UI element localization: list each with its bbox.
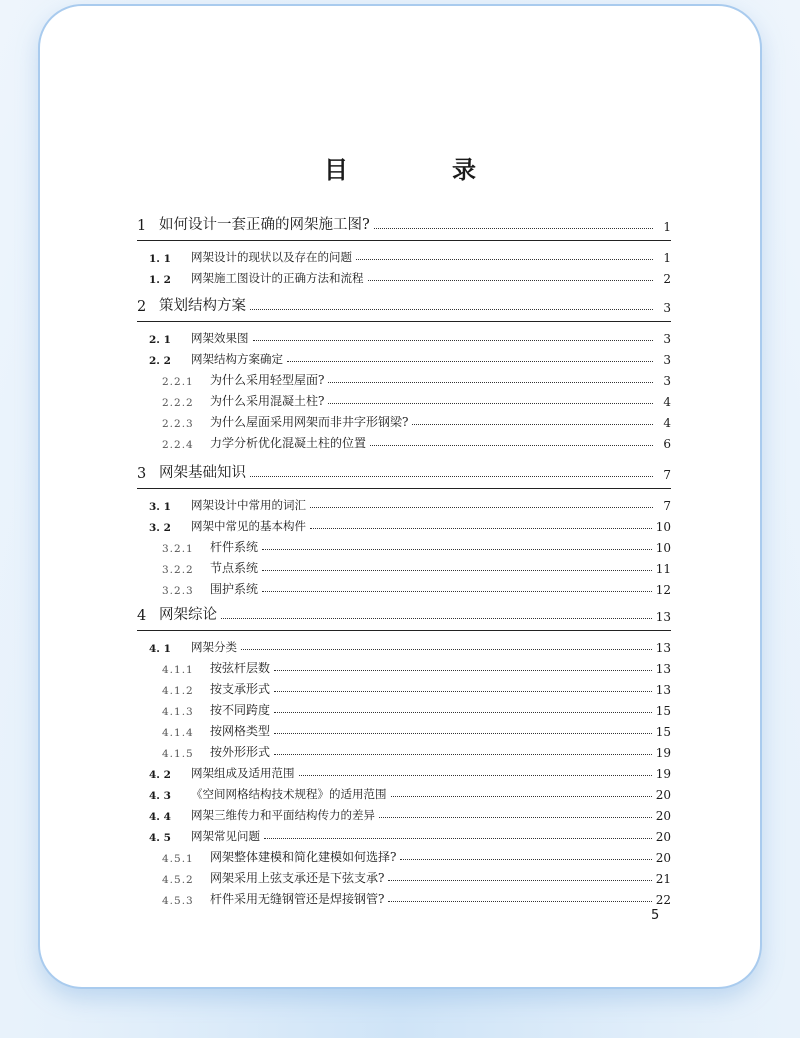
dot-leader xyxy=(328,381,653,383)
toc-entry-page: 7 xyxy=(663,499,671,513)
toc-entry-title: 网架采用上弦支承还是下弦支承? xyxy=(210,871,385,885)
toc-entry-title: 按支承形式 xyxy=(210,682,271,696)
toc-entry-page: 3 xyxy=(663,332,671,346)
toc-entry-number: 4.1.2 xyxy=(162,685,194,697)
toc-entry-title: 按外形形式 xyxy=(210,745,271,759)
toc-entry-page: 1 xyxy=(663,220,671,234)
toc-section[interactable] xyxy=(137,493,671,513)
toc-subsection[interactable] xyxy=(137,577,671,597)
chapter-divider xyxy=(137,630,671,631)
toc-entry-title: 为什么采用轻型屋面? xyxy=(210,373,325,387)
page-title: 目 录 xyxy=(324,155,516,184)
toc-entry-title: 网架设计中常用的词汇 xyxy=(191,498,306,512)
page-number: 5 xyxy=(651,908,660,923)
toc-entry-page: 4 xyxy=(663,395,671,409)
toc-entry-number: 3.2.3 xyxy=(162,585,194,597)
toc-entry-page: 13 xyxy=(655,683,671,697)
toc-entry-title: 网架施工图设计的正确方法和流程 xyxy=(191,271,364,285)
dot-leader xyxy=(391,795,652,797)
toc-entry-title: 杆件采用无缝钢管还是焊接钢管? xyxy=(210,892,385,906)
toc-entry-page: 1 xyxy=(663,251,671,265)
toc-section[interactable] xyxy=(137,347,671,367)
dot-leader xyxy=(388,900,651,902)
toc-entry-number: 4.1.3 xyxy=(162,706,194,718)
toc-chapter[interactable] xyxy=(137,604,671,624)
toc-section[interactable] xyxy=(137,514,671,534)
chapter-divider xyxy=(137,321,671,322)
toc-entry-number: 4. 4 xyxy=(149,811,171,823)
dot-leader xyxy=(299,774,652,776)
toc-entry-number: 2. 2 xyxy=(149,355,171,367)
toc-subsection[interactable] xyxy=(137,656,671,676)
toc-entry-number: 3. 1 xyxy=(149,501,171,513)
toc-entry-title: 围护系统 xyxy=(210,582,259,596)
toc-entry-number: 2.2.1 xyxy=(162,376,194,388)
toc-entry-number: 3.2.1 xyxy=(162,543,194,555)
toc-entry-title: 《空间网格结构技术规程》的适用范围 xyxy=(191,787,387,801)
toc-section[interactable] xyxy=(137,782,671,802)
toc-subsection[interactable] xyxy=(137,845,671,865)
toc-entry-page: 20 xyxy=(655,830,671,844)
toc-entry-number: 4.5.3 xyxy=(162,895,194,907)
dot-leader xyxy=(374,227,653,229)
toc-entry-title: 网架结构方案确定 xyxy=(191,352,283,366)
toc-entry-number: 4.1.5 xyxy=(162,748,194,760)
toc-entry-page: 13 xyxy=(655,662,671,676)
toc-entry-title: 网架组成及适用范围 xyxy=(191,766,295,780)
toc-entry-title: 杆件系统 xyxy=(210,540,259,554)
dot-leader xyxy=(262,548,652,550)
toc-entry-page: 15 xyxy=(655,725,671,739)
dot-leader xyxy=(379,816,652,818)
toc-entry-number: 4.5.2 xyxy=(162,874,194,886)
toc-section[interactable] xyxy=(137,803,671,823)
toc-entry-title: 网架整体建模和简化建模如何选择? xyxy=(210,850,397,864)
toc-entry-number: 2.2.3 xyxy=(162,418,194,430)
toc-entry-number: 3 xyxy=(137,466,147,482)
toc-subsection[interactable] xyxy=(137,698,671,718)
toc-subsection[interactable] xyxy=(137,740,671,760)
toc-entry-title: 为什么屋面采用网架而非井字形钢梁? xyxy=(210,415,409,429)
dot-leader xyxy=(400,858,651,860)
toc-entry-title: 网架基础知识 xyxy=(159,465,246,481)
toc-entry-title: 网架综论 xyxy=(159,607,217,623)
toc-entry-number: 1. 2 xyxy=(149,274,171,286)
toc-section[interactable] xyxy=(137,635,671,655)
toc-entry-page: 3 xyxy=(663,301,671,315)
toc-entry-number: 4 xyxy=(137,608,147,624)
toc-subsection[interactable] xyxy=(137,719,671,739)
toc-entry-title: 网架效果图 xyxy=(191,331,249,345)
dot-leader xyxy=(328,402,653,404)
toc-entry-number: 2.2.2 xyxy=(162,397,194,409)
toc-entry-number: 4. 3 xyxy=(149,790,171,802)
dot-leader xyxy=(221,617,652,619)
dot-leader xyxy=(250,475,653,477)
dot-leader xyxy=(274,753,652,755)
toc-entry-number: 2.2.4 xyxy=(162,439,194,451)
toc-entry-title: 节点系统 xyxy=(210,561,259,575)
toc-entry-title: 按网格类型 xyxy=(210,724,271,738)
toc-entry-page: 13 xyxy=(655,641,671,655)
toc-entry-page: 15 xyxy=(655,704,671,718)
toc-subsection[interactable] xyxy=(137,677,671,697)
dot-leader xyxy=(264,837,652,839)
toc-entry-page: 11 xyxy=(655,562,671,576)
toc-entry-page: 22 xyxy=(655,893,671,907)
toc-section[interactable] xyxy=(137,266,671,286)
toc-entry-page: 20 xyxy=(655,809,671,823)
toc-chapter[interactable] xyxy=(137,295,671,315)
toc-entry-number: 4.1.4 xyxy=(162,727,194,739)
toc-entry-number: 4.1.1 xyxy=(162,664,194,676)
toc-entry-page: 13 xyxy=(655,610,671,624)
toc-section[interactable] xyxy=(137,824,671,844)
dot-leader xyxy=(274,711,652,713)
dot-leader xyxy=(274,669,652,671)
toc-subsection[interactable] xyxy=(137,535,671,555)
chapter-divider xyxy=(137,240,671,241)
toc-subsection[interactable] xyxy=(137,866,671,886)
toc-entry-number: 2. 1 xyxy=(149,334,171,346)
toc-chapter[interactable] xyxy=(137,462,671,482)
dot-leader xyxy=(370,444,653,446)
toc-entry-title: 按弦杆层数 xyxy=(210,661,271,675)
dot-leader xyxy=(250,308,653,310)
dot-leader xyxy=(310,506,653,508)
dot-leader xyxy=(368,279,654,281)
toc-entry-page: 2 xyxy=(663,272,671,286)
toc-entry-number: 4. 1 xyxy=(149,643,171,655)
dot-leader xyxy=(310,527,652,529)
toc-entry-page: 7 xyxy=(663,468,671,482)
toc-entry-page: 21 xyxy=(655,872,671,886)
toc-entry-page: 10 xyxy=(655,520,671,534)
toc-entry-page: 10 xyxy=(655,541,671,555)
toc-entry-title: 网架分类 xyxy=(191,640,237,654)
toc-entry-title: 网架常见问题 xyxy=(191,829,260,843)
toc-entry-page: 3 xyxy=(663,353,671,367)
toc-subsection[interactable] xyxy=(137,556,671,576)
toc-entry-title: 网架三维传力和平面结构传力的差异 xyxy=(191,808,375,822)
toc-entry-number: 1 xyxy=(137,218,147,234)
toc-entry-page: 4 xyxy=(663,416,671,430)
dot-leader xyxy=(412,423,653,425)
toc-entry-title: 力学分析优化混凝土柱的位置 xyxy=(210,436,367,450)
toc-entry-number: 4.5.1 xyxy=(162,853,194,865)
toc-subsection[interactable] xyxy=(137,410,671,430)
toc-entry-page: 19 xyxy=(655,746,671,760)
toc-entry-title: 如何设计一套正确的网架施工图? xyxy=(159,217,370,233)
toc-entry-page: 20 xyxy=(655,851,671,865)
dot-leader xyxy=(356,258,653,260)
dot-leader xyxy=(274,732,652,734)
dot-leader xyxy=(241,648,652,650)
toc-section[interactable] xyxy=(137,761,671,781)
toc-entry-title: 策划结构方案 xyxy=(159,298,246,314)
toc-section[interactable] xyxy=(137,326,671,346)
toc-entry-page: 12 xyxy=(655,583,671,597)
toc-entry-title: 网架中常见的基本构件 xyxy=(191,519,306,533)
dot-leader xyxy=(388,879,651,881)
chapter-divider xyxy=(137,488,671,489)
toc-entry-page: 3 xyxy=(663,374,671,388)
toc-entry-number: 2 xyxy=(137,299,147,315)
dot-leader xyxy=(262,590,652,592)
toc-subsection[interactable] xyxy=(137,368,671,388)
dot-leader xyxy=(287,360,653,362)
toc-entry-page: 6 xyxy=(663,437,671,451)
toc-entry-title: 按不同跨度 xyxy=(210,703,271,717)
toc-entry-page: 20 xyxy=(655,788,671,802)
toc-subsection[interactable] xyxy=(137,431,671,451)
dot-leader xyxy=(253,339,654,341)
dot-leader xyxy=(274,690,652,692)
dot-leader xyxy=(262,569,652,571)
toc-entry-page: 19 xyxy=(655,767,671,781)
toc-entry-title: 为什么采用混凝土柱? xyxy=(210,394,325,408)
toc-entry-number: 4. 5 xyxy=(149,832,171,844)
toc-subsection[interactable] xyxy=(137,389,671,409)
toc-entry-number: 4. 2 xyxy=(149,769,171,781)
toc-subsection[interactable] xyxy=(137,887,671,907)
toc-entry-number: 3.2.2 xyxy=(162,564,194,576)
toc-entry-title: 网架设计的现状以及存在的问题 xyxy=(191,250,352,264)
toc-entry-number: 3. 2 xyxy=(149,522,171,534)
toc-chapter[interactable] xyxy=(137,214,671,234)
toc-entry-number: 1. 1 xyxy=(149,253,171,265)
toc-section[interactable] xyxy=(137,245,671,265)
